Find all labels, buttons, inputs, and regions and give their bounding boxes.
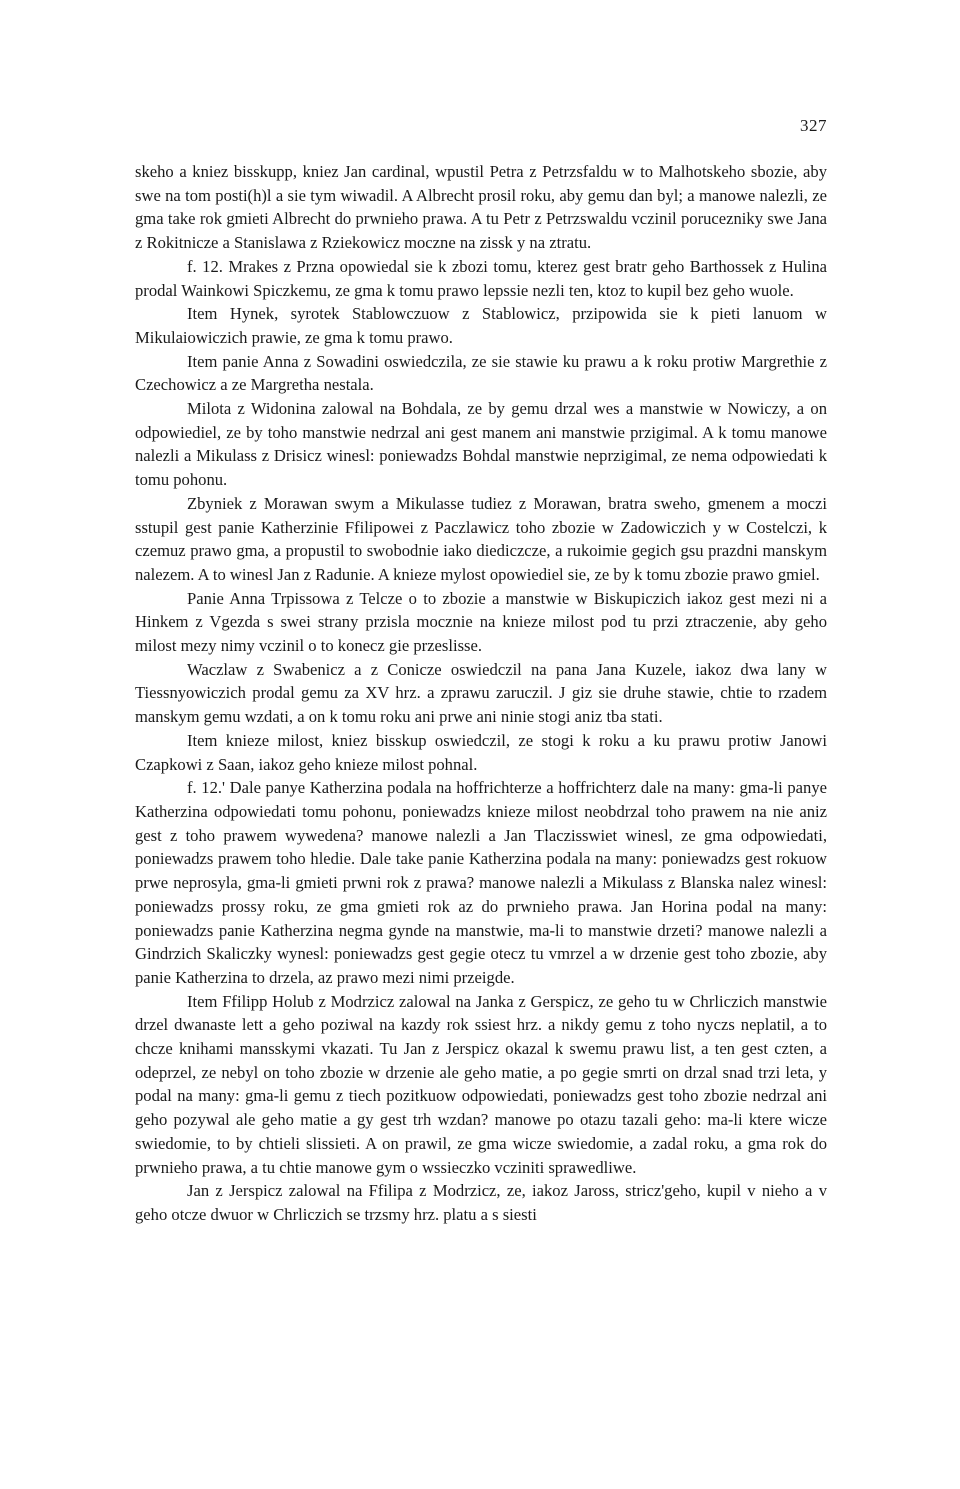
paragraph: Waczlaw z Swabenicz a z Conicze oswiedczil na pana Jana Kuzele, iakoz dwa lany w Tiessnyowiczich prodal gemu za XV hrz. a zprawu zaruczil. J giz sie druhe stawie, chtie to rzadem manskym gemu wzdati, a on k tomu roku ani prwe ani ninie stogi aniz tba stati.: [135, 659, 827, 727]
page-number: 327: [800, 116, 827, 135]
paragraph: Panie Anna Trpissowa z Telcze o to zbozie a manstwie w Biskupiczich iakoz gest mezi ni a Hinkem z Vgezda s swei strany przisla mocznie na knieze milost pod tu przi ztraczenie, aby geho milost mezy nimy vczinil o to konecz gie przeslisse.: [135, 588, 827, 656]
paragraph: Item knieze milost, kniez bisskup oswiedczil, ze stogi k roku a ku prawu protiw Janowi Czapkowi z Saan, iakoz geho knieze milost pohnal.: [135, 730, 827, 774]
paragraph: skeho a kniez bisskupp, kniez Jan cardinal, wpustil Petra z Petrzsfaldu w to Malhotskeho sbozie, aby swe na tom posti(h)l a sie tym wiwadil. A Albrecht prosil roku, aby gemu dan byl; a manowe nalezli, ze gma take rok gmieti Albrecht do prwnieho prawa. A tu Petr z Petrzswaldu vczinil porucezniky swe Jana z Rokitnicze a Stanislawa z Rziekowicz moczne na zissk y na ztratu.: [135, 162, 827, 253]
paragraph: Item panie Anna z Sowadini oswiedczila, ze sie stawie ku prawu a k roku protiw Margrethie z Czechowicz a ze Margretha nestala.: [135, 351, 827, 395]
body-text: [135, 160, 827, 1227]
paragraph: Zbyniek z Morawan swym a Mikulasse tudiez z Morawan, bratra sweho, gmenem a moczi sstupil gest panie Katherzinie Ffilipowei z Paczlawicz toho zbozie w Zadowiczich y w Costelczi, k czemuz prawo gma, a propustil to swobodnie iako diediczcze, a rukoimie gegich gsu prazdni manskym nalezem. A to winesl Jan z Radunie. A knieze mylost opowiediel sie, ze by k tomu zbozie prawo gmiel.: [135, 493, 827, 584]
paragraph: f. 12. Mrakes z Przna opowiedal sie k zbozi tomu, kterez gest bratr geho Barthossek z Hulina prodal Wainkowi Spiczkemu, ze gma k tomu prawo lepssie nezli ten, ktoz to kupil bez geho wuole.: [135, 256, 827, 300]
paragraph: Jan z Jerspicz zalowal na Ffilipa z Modrzicz, ze, iakoz Jaross, stricz'geho, kupil v nieho a v geho otcze dwuor w Chrliczich se trzsmy hrz. platu a s siesti: [135, 1181, 827, 1224]
paragraph: f. 12.' Dale panye Katherzina podala na hoffrichterze a hoffrichterz dale na many: gma-li panye Katherzina odpowiedati tomu pohonu, poniewadzs knieze milost neobdrzal toho prawem na nie aniz gest z toho prawem wywedena? manowe nalezli a Jan Tlaczisswiet winesl, ze gma odpowiedati, poniewadzs prawem toho hledie. Dale take panie Katherzina podala na many: poniewadzs gest rokuow prwe neprosyla, gma-li gmieti prwni rok z prawa? manowe nalezli a Mikulass z Blanska nalez winesl: poniewadzs prossy roku, ze gma gmieti rok az do prwnieho prawa. Jan Horina podal na many: poniewadzs panie Katherzina negma gynde na manstwie, ma-li to manstwie drzeti? manowe nalezli a Gindrzich Skaliczky wynesl: poniewadzs gest gegie otecz tu vmrzel a w drzenie gest toho zbozie, aby panie Katherzina to drzela, az prawo mezi nimi przeigde.: [135, 778, 827, 987]
paragraph: Milota z Widonina zalowal na Bohdala, ze by gemu drzal wes a manstwie w Nowiczy, a on odpowiediel, ze by toho manstwie nedrzal ani gest manem ani manstwie przigimal. A k tomu manowe nalezli a Mikulass z Drisicz winesl: poniewadzs Bohdal manstwie neprzigimal, ze nema odpowiedati k tomu pohonu.: [135, 399, 827, 490]
paragraph: Item Ffilipp Holub z Modrzicz zalowal na Janka z Gerspicz, ze geho tu w Chrliczich manstwie drzel dwanaste lett a geho poziwal na kazdy rok ssiest hrz. a nikdy gemu z toho nyczs neplatil, a to chcze knihami mansskymi vkazati. Tu Jan z Jerspicz okazal k swemu prawu list, a ten gest czten, a odeprzel, ze nebyl on toho zbozie w drzenie ale geho matie, a po gegie smrti on drzal snad trzi leta, y podal na many: gma-li gemu z tiech pozitkuow odpowiedati, poniewadzs gest toho zbozie nedrzal ani geho pozywal ale geho matie a gy gest trh wzdan? manowe po otazu tazali geho: ma-li ktere wicze swiedomie, to by chtieli slissieti. A on prawil, ze gma wicze swiedomie, a zadal roku, a gma rok do prwnieho prawa, a tu chtie manowe gym o wssieczko vcziniti sprawedliwe.: [135, 991, 827, 1177]
paragraph: Item Hynek, syrotek Stablowczuow z Stablowicz, przipowida sie k pieti lanuom w Mikulaiowiczich prawie, ze gma k tomu prawo.: [135, 304, 827, 347]
